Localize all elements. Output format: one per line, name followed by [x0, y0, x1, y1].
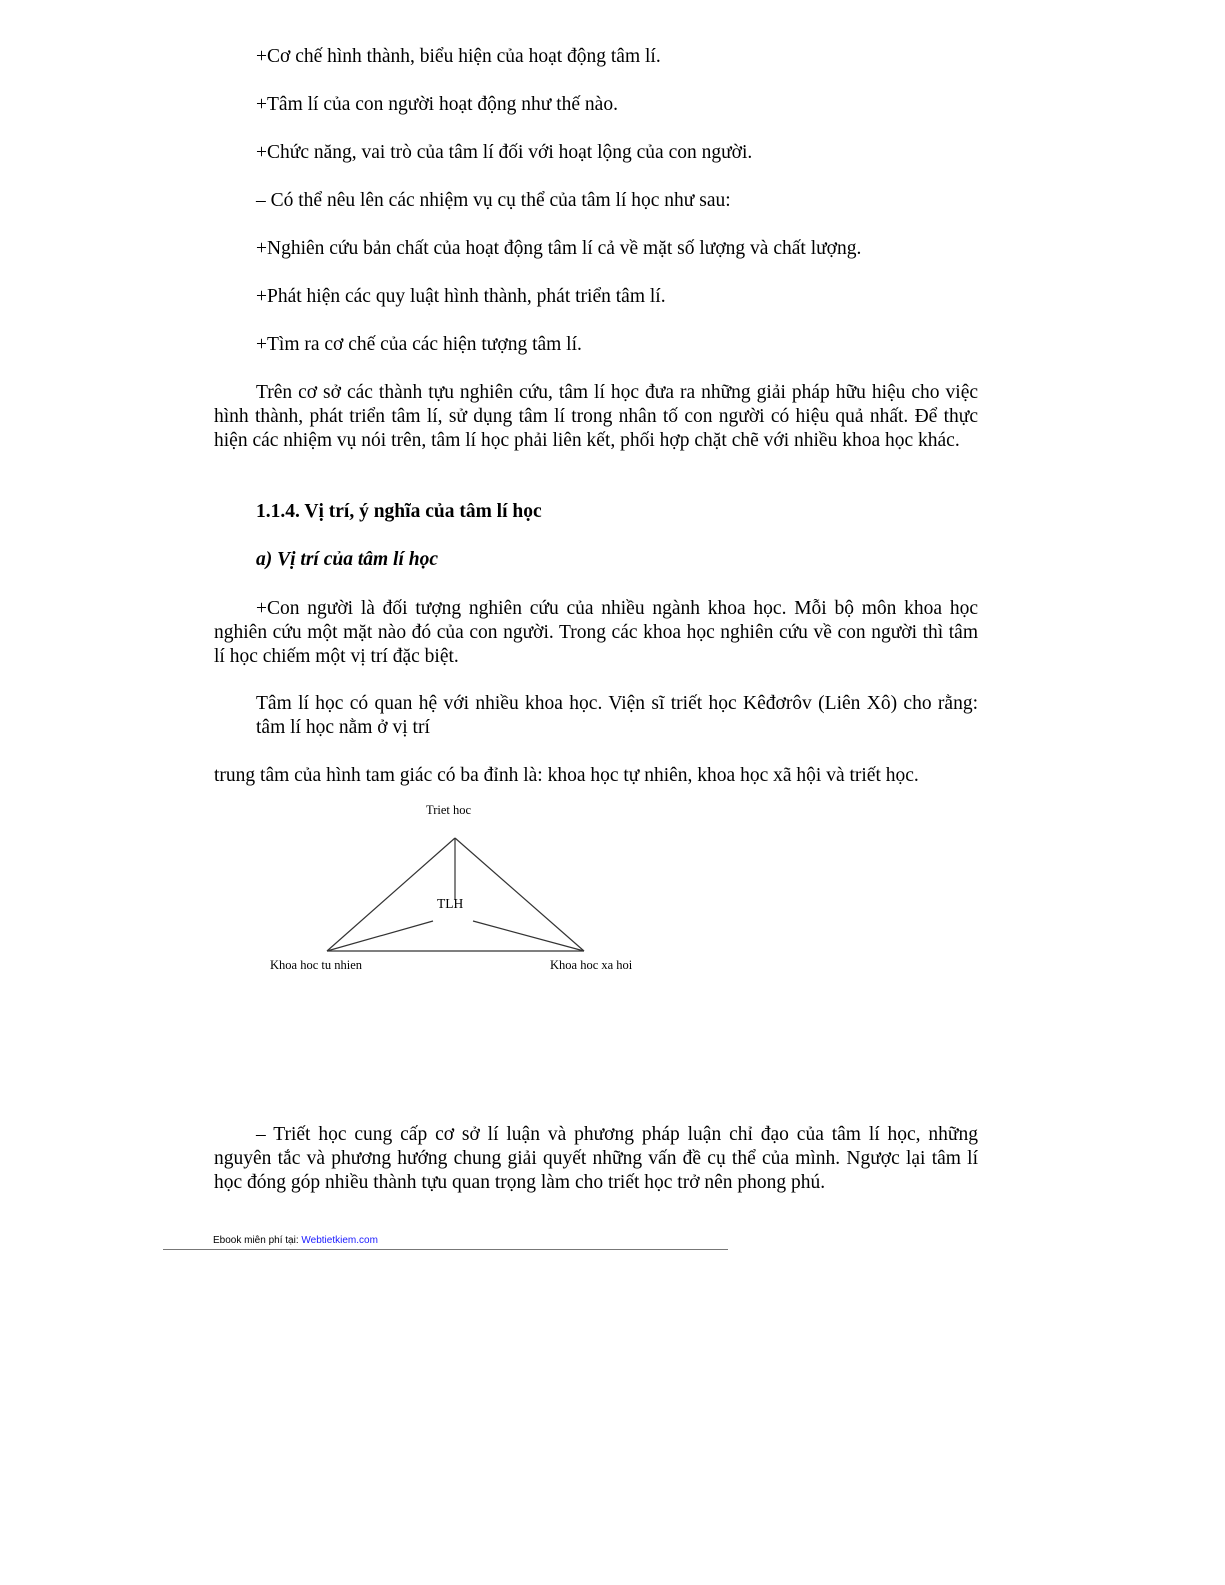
footer: [213, 1235, 378, 1246]
label-khoa-hoc-tu-nhien: Khoa hoc tu nhien: [270, 958, 362, 972]
bullet-line: +Tìm ra cơ chế của các hiện tượng tâm lí.: [256, 334, 582, 355]
label-tlh: TLH: [437, 896, 464, 911]
paragraph: Trên cơ sở các thành tựu nghiên cứu, tâm lí học đưa ra những giải pháp hữu hiệu cho việc hình thành, phát triển tâm lí, sử dụng tâm lí trong nhân tố con người có hiệu quả nhất. Để thực hiện các nhiệm vụ nói trên, tâm lí học phải liên kết, phối hợp chặt chẽ với nhiều khoa học khác.: [214, 382, 978, 451]
triangle-diagram: [250, 790, 670, 990]
label-khoa-hoc-xa-hoi: Khoa hoc xa hoi: [550, 958, 633, 972]
bullet-line: +Chức năng, vai trò của tâm lí đối với hoạt lộng của con người.: [256, 142, 753, 163]
bullet-line: – Có thể nêu lên các nhiệm vụ cụ thể của tâm lí học như sau:: [256, 190, 731, 211]
footer-divider: [163, 1249, 728, 1250]
paragraph: – Triết học cung cấp cơ sở lí luận và phương pháp luận chỉ đạo của tâm lí học, những nguyên tắc và phương hướng chung giải quyết những vấn đề cụ thể của mình. Ngược lại tâm lí học đóng góp nhiều thành tựu quan trọng làm cho triết học trở nên phong phú.: [214, 1124, 978, 1193]
bullet-line: +Tâm lí của con người hoạt động như thế nào.: [256, 94, 618, 115]
paragraph: Tâm lí học có quan hệ với nhiều khoa học. Viện sĩ triết học Kêđơrôv (Liên Xô) cho rằng: tâm lí học nằm ở vị trí: [256, 693, 978, 738]
paragraph: +Con người là đối tượng nghiên cứu của nhiều ngành khoa học. Mỗi bộ môn khoa học nghiên cứu một mặt nào đó của con người. Trong các khoa học nghiên cứu về con người thì tâm lí học chiếm một vị trí đặc biệt.: [214, 598, 978, 667]
label-triet-hoc: Triet hoc: [426, 803, 472, 817]
bullet-line: +Nghiên cứu bản chất của hoạt động tâm lí cả về mặt số lượng và chất lượng.: [256, 238, 862, 259]
footer-link[interactable]: Webtietkiem.com: [301, 1235, 378, 1246]
footer-text: Ebook miễn phí tại:: [213, 1235, 302, 1246]
section-heading: 1.1.4. Vị trí, ý nghĩa của tâm lí học: [256, 501, 542, 522]
paragraph: trung tâm của hình tam giác có ba đỉnh là: khoa học tự nhiên, khoa học xã hội và triết học.: [214, 765, 919, 786]
subsection-heading: a) Vị trí của tâm lí học: [256, 549, 439, 570]
bullet-line: +Phát hiện các quy luật hình thành, phát triển tâm lí.: [256, 286, 666, 307]
bullet-line: +Cơ chế hình thành, biểu hiện của hoạt động tâm lí.: [256, 46, 661, 67]
